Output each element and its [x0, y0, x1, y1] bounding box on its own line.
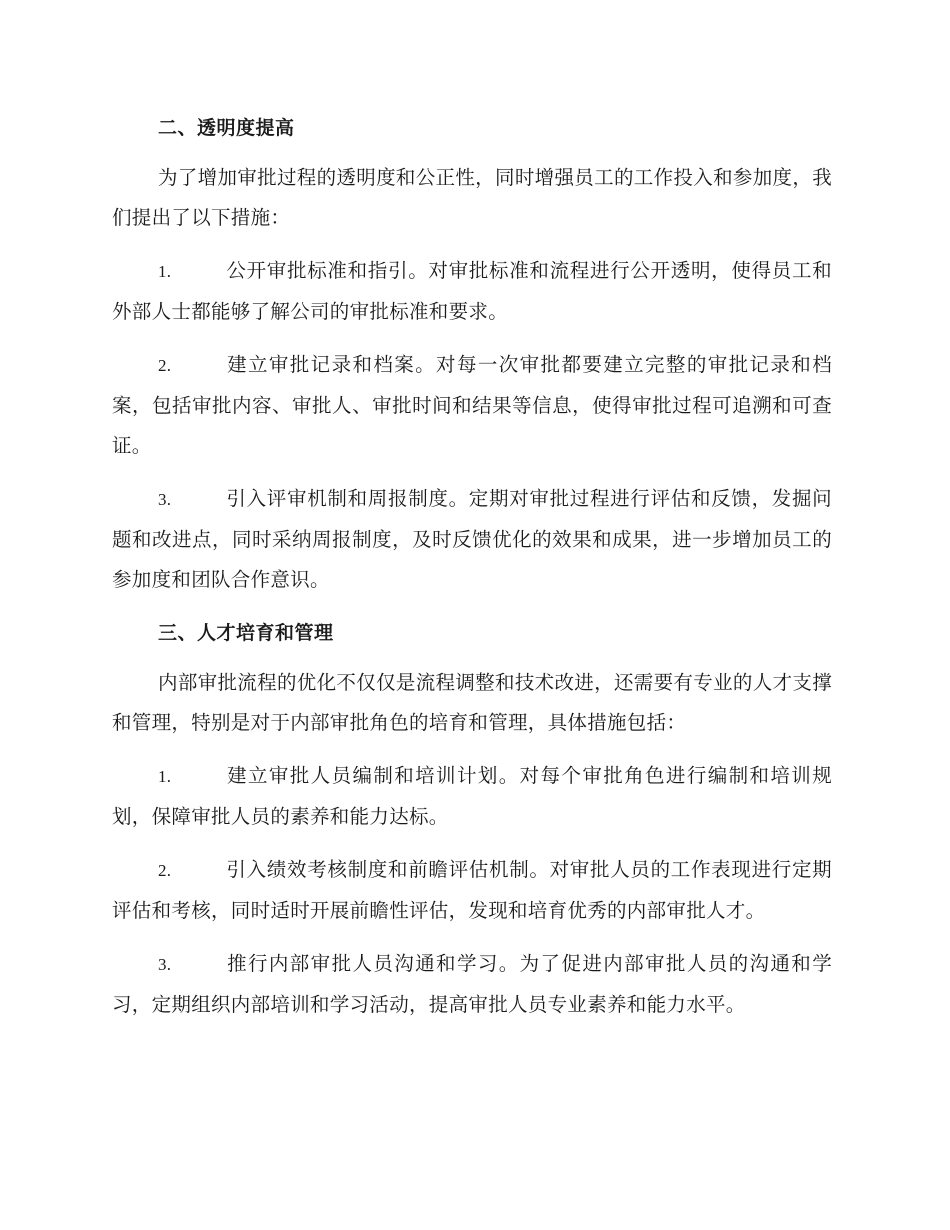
list-item-number: 2. — [158, 861, 172, 880]
document-page — [112, 108, 832, 1038]
list-item — [112, 345, 832, 466]
section-heading-transparency: 二、透明度提高 — [158, 117, 295, 139]
list-item — [112, 944, 832, 1025]
list-item-text: 公开审批标准和指引。对审批标准和流程进行公开透明，使得员工和外部人士都能够了解公司的审批标准和要求。 — [112, 259, 832, 323]
list-item — [112, 251, 832, 332]
section-intro-transparency: 为了增加审批过程的透明度和公正性，同时增强员工的工作投入和参加度，我们提出了以下措施： — [112, 166, 832, 229]
list-item — [112, 479, 832, 600]
list-item-text: 推行内部审批人员沟通和学习。为了促进内部审批人员的沟通和学习，定期组织内部培训和学习活动，提高审批人员专业素养和能力水平。 — [112, 952, 832, 1016]
list-item-text: 引入评审机制和周报制度。定期对审批过程进行评估和反馈，发掘问题和改进点，同时采纳周报制度，及时反馈优化的效果和成果，进一步增加员工的参加度和团队合作意识。 — [112, 487, 832, 591]
section-intro-talent: 内部审批流程的优化不仅仅是流程调整和技术改进，还需要有专业的人才支撑和管理，特别是对于内部审批角色的培育和管理，具体措施包括： — [112, 671, 832, 734]
list-item-text: 建立审批人员编制和培训计划。对每个审批角色进行编制和培训规划，保障审批人员的素养和能力达标。 — [112, 764, 832, 828]
list-item — [112, 756, 832, 837]
list-item-number: 3. — [158, 490, 172, 509]
list-item-number: 3. — [158, 955, 172, 974]
section-heading-talent: 三、人才培育和管理 — [158, 622, 334, 644]
list-item — [112, 850, 832, 931]
list-item-text: 建立审批记录和档案。对每一次审批都要建立完整的审批记录和档案，包括审批内容、审批人、审批时间和结果等信息，使得审批过程可追溯和可查证。 — [112, 353, 832, 457]
list-item-number: 1. — [158, 262, 172, 281]
list-item-number: 1. — [158, 767, 172, 786]
list-item-number: 2. — [158, 356, 172, 375]
list-item-text: 引入绩效考核制度和前瞻评估机制。对审批人员的工作表现进行定期评估和考核，同时适时开展前瞻性评估，发现和培育优秀的内部审批人才。 — [112, 858, 832, 922]
